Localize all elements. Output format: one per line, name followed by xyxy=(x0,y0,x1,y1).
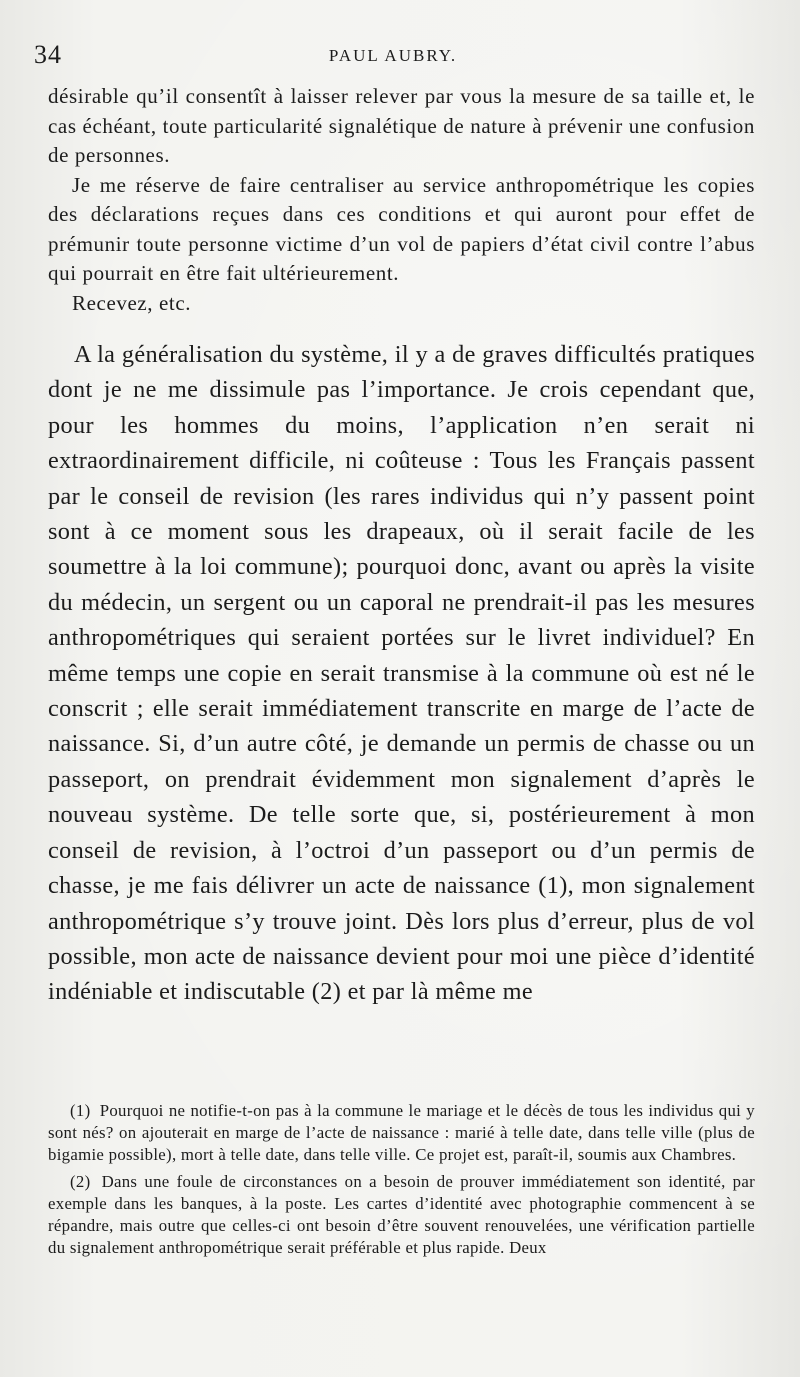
body-paragraph: A la généralisation du système, il y a de graves difficultés pratiques dont je ne me dissimule pas l’importance. Je crois cependant que, pour les hommes du moins, l’application n’en serait ni extraordinairement difficile, ni coûteuse : Tous les Français passent par le conseil de revision (les rares individus qui n’y passent point sont à ce moment sous les drapeaux, où il serait facile de les soumettre à la loi commune); pourquoi donc, avant ou après la visite du médecin, un sergent ou un caporal ne prendrait-il pas les mesures anthropométriques qui seraient portées sur le livret individuel? En même temps une copie en serait transmise à la commune où est né le conscrit ; elle serait immédiatement transcrite en marge de l’acte de naissance. Si, d’un autre côté, je demande un permis de chasse ou un passeport, on prendrait évidemment mon signalement d’après le nouveau système. De telle sorte que, si, postérieurement à mon conseil de revision, à l’octroi d’un passeport ou d’un permis de chasse, je me fais délivrer un acte de naissance (1), mon signalement anthropométrique s’y trouve joint. Dès lors plus d’erreur, plus de vol possible, mon acte de naissance devient pour moi une pièce d’identité indéniable et indiscutable (2) et par là même me xyxy=(48,341,755,1006)
footnotes xyxy=(48,1100,755,1259)
footnote-text: Dans une foule de circonstances on a besoin de prouver immédiatement son identité, par exemple dans les banques, à la poste. Les cartes d’identité avec photographie commencent à se répandre, mais outre que celles-ci ont besoin d’être souvent renouvelées, une vérification partielle du signalement anthropométrique serait préférable et plus rapide. Deux xyxy=(48,1171,755,1258)
page-number: 34 xyxy=(34,40,62,69)
letter-paragraph: désirable qu’il consentît à laisser relever par vous la mesure de sa taille et, le cas échéant, toute particularité signalétique de nature à prévenir une confusion de personnes. xyxy=(48,84,755,167)
running-title: PAUL AUBRY. xyxy=(328,46,458,65)
letter-closing: Recevez, etc. xyxy=(72,290,192,315)
footnote-mark: (1) xyxy=(70,1101,91,1120)
running-head xyxy=(28,40,758,70)
main-text xyxy=(48,337,755,1010)
footnote xyxy=(48,1171,755,1260)
letter-paragraph: Je me réserve de faire centraliser au service anthropométrique les copies des déclarations reçues dans ces conditions et qui auront pour effet de prémunir toute personne victime d’un vol de papiers d’état civil contre l’abus qui pourrait en être fait ultérieurement. xyxy=(48,172,755,285)
letter-excerpt xyxy=(48,82,755,318)
footnote xyxy=(48,1100,755,1167)
footnote-text: Pourquoi ne notifie-t-on pas à la commune le mariage et le décès de tous les individus qui y sont nés? on ajouterait en marge de l’acte de naissance : marié à telle date, dans telle ville (plus de bigamie possible), mort à telle date, dans telle ville. Ce projet est, paraît-il, soumis aux Chambres. xyxy=(48,1101,755,1165)
footnote-mark: (2) xyxy=(70,1171,91,1191)
